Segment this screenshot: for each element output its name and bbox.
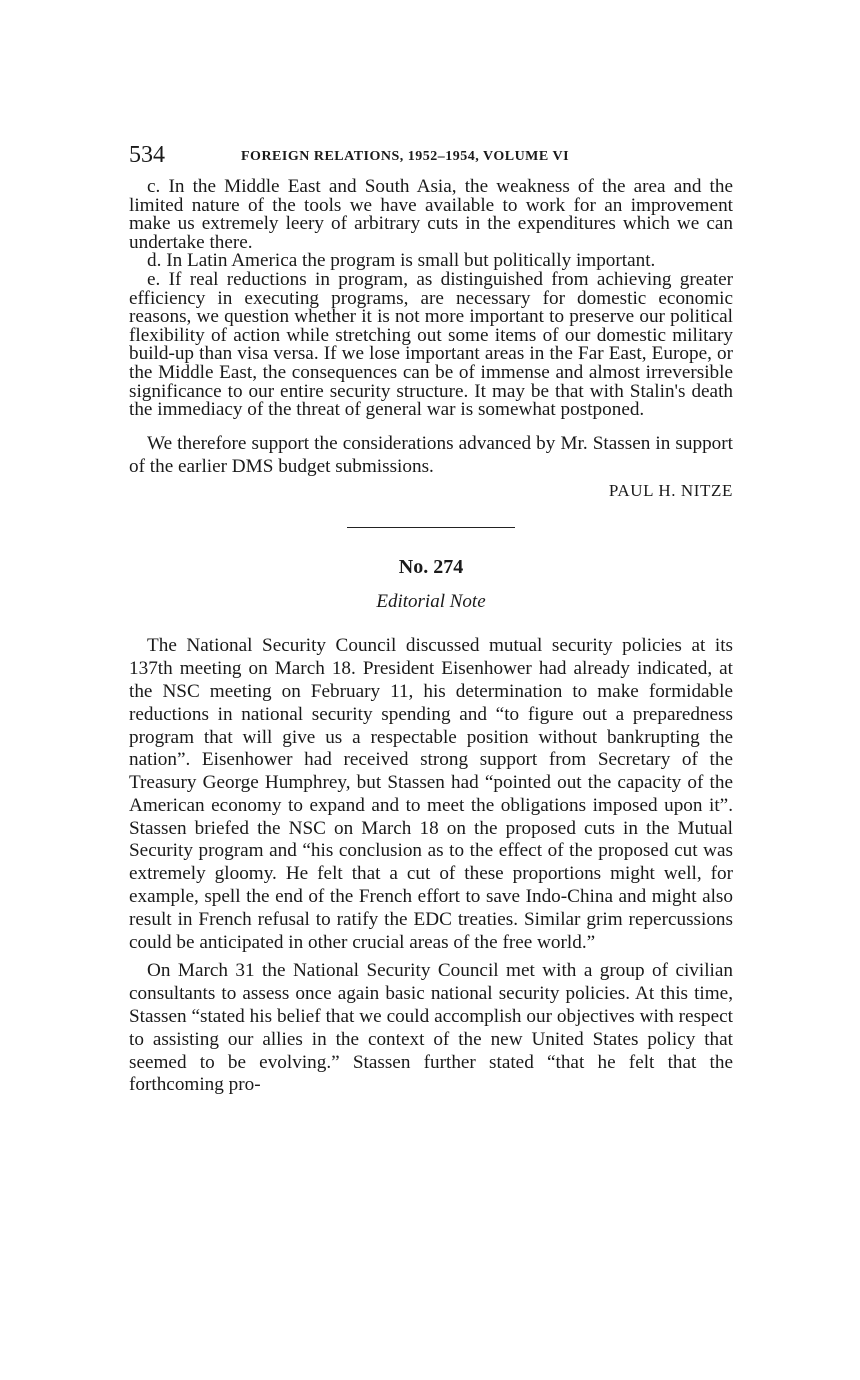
editorial-paragraph-2: On March 31 the National Security Council met with a group of civilian consultants to assess once again basic national security policies. At this time, Stassen “stated his belief that we could accomplish our objectives with respect to assisting our allies in the context of the new United States policy that seemed to be evolving.” Stassen further stated “that he felt that the forthcoming pro- [129, 960, 733, 1096]
list-paragraph-d: d. In Latin America the program is small but politically important. [147, 250, 656, 272]
signature: PAUL H. NITZE [608, 481, 733, 501]
document-number: No. 274 [398, 556, 464, 579]
running-title: FOREIGN RELATIONS, 1952–1954, VOLUME VI [241, 149, 570, 164]
document-page [129, 140, 733, 1097]
list-paragraph-c: c. In the Middle East and South Asia, the weakness of the area and the limited nature of the tools we have available to work for an improvement make us extremely leery of arbitrary cuts in the expenditures which we can undertake there. [129, 176, 733, 253]
editorial-paragraph-1: The National Security Council discussed mutual security policies at its 137th meeting on March 18. President Eisenhower had already indicated, at the NSC meeting on February 11, his determination to make formidable reductions in national security spending and “to figure out a preparedness program that will give us a respectable position without bankrupting the nation”. Eisenhower had received strong support from Secretary of the Treasury George Humphrey, but Stassen had “pointed out the capacity of the American economy to expand and to meet the obligations imposed upon it”. Stassen briefed the NSC on March 18 on the proposed cuts in the Mutual Security program and “his conclusion as to the effect of the proposed cut was extremely gloomy. He felt that a cut of these proportions might well, for example, spell the end of the French effort to save Indo-China and might also result in French refusal to ratify the EDC treaties. Similar grim repercussions could be anticipated in other crucial areas of the free world.” [129, 635, 733, 953]
list-paragraph-e: e. If real reductions in program, as distinguished from achieving greater efficiency in executing programs, are necessary for domestic economic reasons, we question whether it is not more important to preserve our political flexibility of action while stretching out some items of our domestic military build-up than visa versa. If we lose important areas in the Far East, Europe, or the Middle East, the consequences can be of immense and almost irreversible significance to our entire security structure. It may be that with Stalin's death the immediacy of the threat of general war is somewhat postponed. [129, 268, 733, 421]
page-number: 534 [129, 142, 165, 168]
running-header [129, 140, 733, 170]
closing-paragraph: We therefore support the considerations advanced by Mr. Stassen in support of the earlier DMS budget submissions. [129, 432, 733, 477]
section-divider [347, 527, 515, 528]
document-subtitle: Editorial Note [376, 591, 486, 613]
